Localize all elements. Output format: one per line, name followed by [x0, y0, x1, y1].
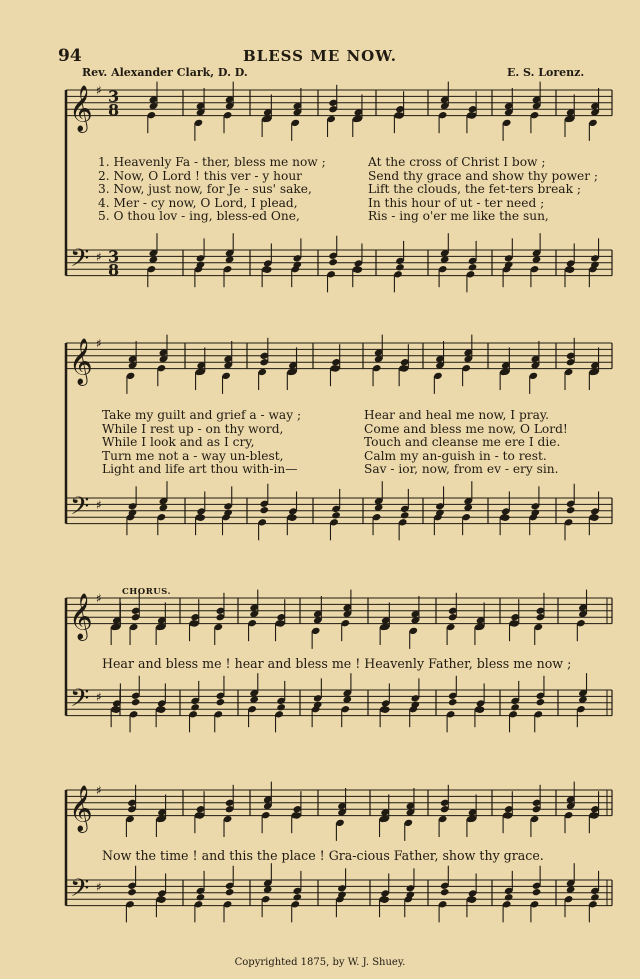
note-head	[276, 703, 286, 711]
verse-line: 3. Now, just now, for Je - sus' sake,	[98, 182, 312, 197]
note-head	[510, 703, 520, 711]
verse-line: Take my guilt and grief a - way ;	[102, 408, 302, 422]
sharp-icon: ♯	[96, 83, 102, 98]
verse-line: Send thy grace and show thy power ;	[368, 168, 599, 183]
note-head	[440, 888, 450, 896]
sharp-icon: ♯	[96, 689, 102, 704]
sharp-icon: ♯	[96, 497, 102, 512]
note-head	[216, 698, 226, 706]
bass-clef-icon: 𝄢	[70, 492, 90, 528]
time-signature-numeral: 3	[108, 86, 120, 106]
sharp-icon: ♯	[96, 879, 102, 894]
hymn-title: BLESS ME NOW.	[243, 47, 397, 65]
note-head	[536, 698, 546, 706]
verses-part2-left	[102, 409, 301, 477]
verse-line: Hear and heal me now, I pray.	[364, 408, 549, 422]
note-head	[190, 703, 200, 711]
treble-clef-icon: 𝄞	[69, 785, 93, 832]
verse-line: In this hour of ut - ter need ;	[368, 195, 545, 210]
time-signature-numeral: 8	[108, 260, 120, 280]
verse-line: While I rest up - on thy word,	[102, 421, 284, 436]
note-head	[259, 506, 269, 514]
sharp-icon: ♯	[96, 249, 102, 264]
note-head	[225, 888, 235, 896]
treble-clef-icon: 𝄞	[69, 338, 93, 385]
note-head	[131, 698, 141, 706]
note-head	[532, 888, 542, 896]
note-head	[395, 263, 405, 271]
verse-line: Calm my an-guish in - to rest.	[364, 448, 547, 463]
note-head	[328, 258, 338, 266]
verse-line: 1. Heavenly Fa - ther, bless me now ;	[98, 155, 326, 169]
page-number: 94	[58, 46, 82, 66]
note-head	[566, 506, 576, 514]
note-head	[504, 893, 514, 901]
note-head	[448, 698, 458, 706]
verses-part1-left	[98, 156, 326, 224]
treble-clef-icon: 𝄞	[69, 593, 93, 640]
verse-line: 2. Now, O Lord ! this ver - y hour	[98, 168, 302, 183]
verse-line: Turn me not a - way un-blest,	[102, 448, 284, 463]
time-signature-numeral: 8	[108, 100, 120, 120]
verse-line: 4. Mer - cy now, O Lord, I plead,	[98, 195, 298, 210]
verse-line: Lift the clouds, the fet-ters break ;	[368, 182, 581, 197]
verse-line: Touch and cleanse me ere I die.	[364, 435, 561, 450]
note-head	[400, 511, 410, 519]
chorus-label: CHORUS.	[122, 587, 171, 597]
bass-clef-icon: 𝄢	[70, 684, 90, 720]
verses-part2-right	[364, 409, 568, 477]
note-head	[196, 893, 206, 901]
verses-part1-right	[368, 156, 598, 224]
time-signature-numeral: 3	[108, 246, 120, 266]
note-head	[127, 888, 137, 896]
treble-clef-icon: 𝄞	[69, 85, 93, 132]
bass-clef-icon: 𝄢	[70, 244, 90, 280]
verse-line: While I look and as I cry,	[102, 435, 255, 450]
sharp-icon: ♯	[96, 783, 102, 798]
verse-line: Light and life art thou with-in—	[102, 462, 298, 477]
verse-line: Ris - ing o'er me like the sun,	[368, 209, 549, 224]
verse-line: 5. O thou lov - ing, bless-ed One,	[98, 209, 300, 224]
sharp-icon: ♯	[96, 336, 102, 351]
note-head	[293, 893, 303, 901]
bass-clef-icon: 𝄢	[70, 874, 90, 910]
author-credit: Rev. Alexander Clark, D. D.	[82, 66, 248, 79]
note-head	[331, 511, 341, 519]
sharp-icon: ♯	[96, 591, 102, 606]
copyright-notice: Copyrighted 1875, by W. J. Shuey.	[234, 957, 406, 968]
verse-line: Come and bless me now, O Lord!	[364, 421, 568, 436]
chorus-lyric-line: Hear and bless me ! hear and bless me ! Heavenly Father, bless me now ;	[102, 656, 572, 671]
note-head	[590, 893, 600, 901]
composer-credit: E. S. Lorenz.	[507, 66, 585, 79]
verse-line: At the cross of Christ I bow ;	[368, 155, 546, 169]
note-head	[468, 263, 478, 271]
final-lyric-line: Now the time ! and this the place ! Gra-cious Father, show thy grace.	[102, 848, 544, 863]
verse-line: Sav - ior, now, from ev - ery sin.	[364, 462, 559, 477]
